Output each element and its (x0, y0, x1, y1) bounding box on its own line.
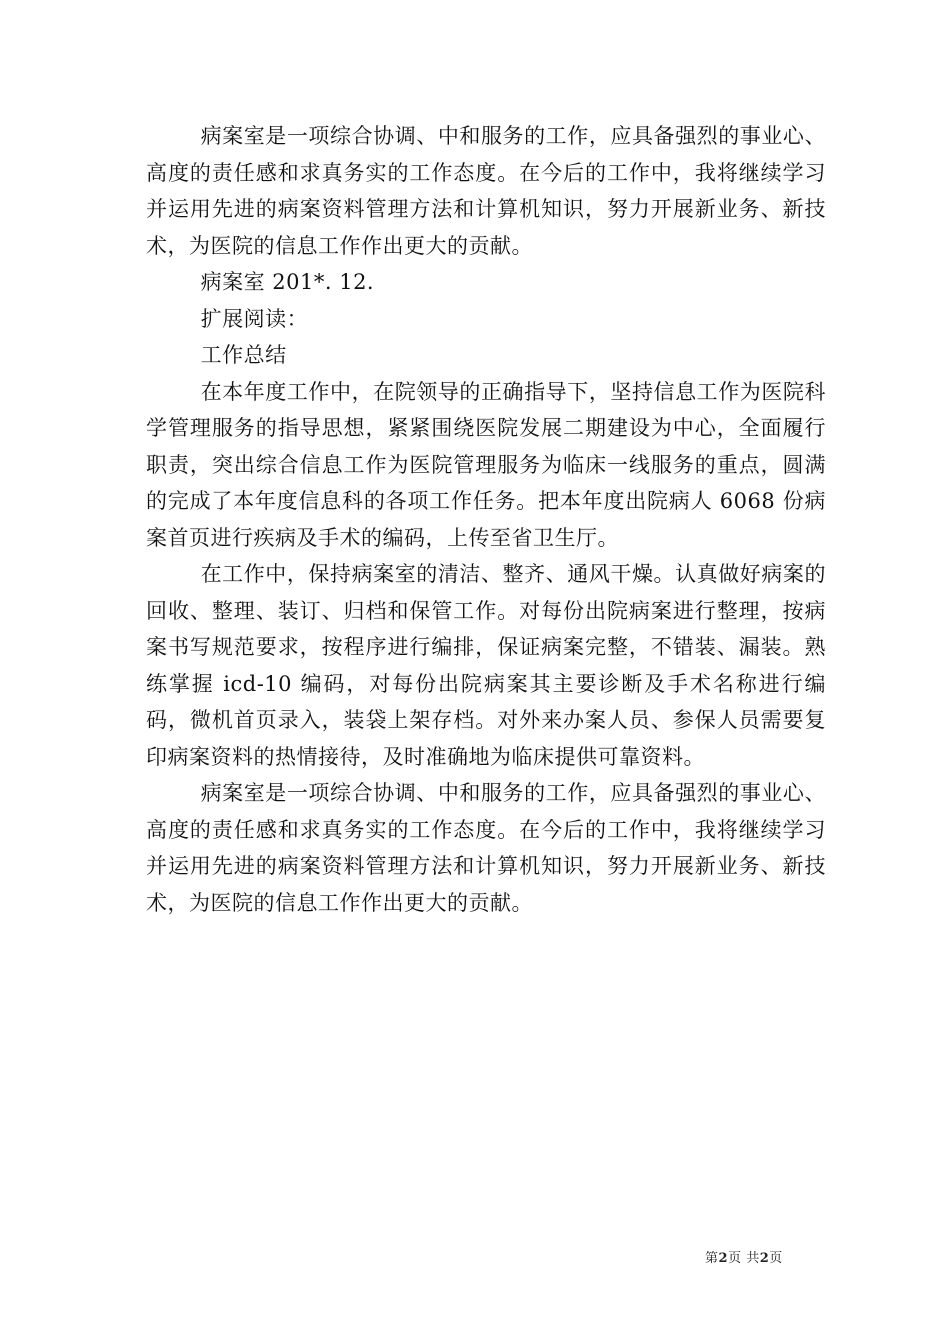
footer-total-pages: 2 (759, 1251, 770, 1266)
footer-suffix: 页 (769, 1251, 783, 1266)
paragraph-signature: 病案室 201*. 12. (200, 270, 375, 294)
paragraph-annual-work: 在本年度工作中，在院领导的正确指导下，坚持信息工作为医院科学管理服务的指导思想，紧紧围绕医院发展二期建设为中心，全面履行职责，突出综合信息工作为医院管理服务为临床一线服务的重点，圆满的完成了本年度信息科的各项工作任务。把本年度出院病人 6068 份病案首页进行疾病及手术的编码，上传至省卫生厅。 (146, 379, 826, 550)
document-body (146, 118, 826, 921)
paragraph-conclusion-2: 病案室是一项综合协调、中和服务的工作，应具备强烈的事业心、高度的责任感和求真务实的工作态度。在今后的工作中，我将继续学习并运用先进的病案资料管理方法和计算机知识，努力开展新业务、新技术，为医院的信息工作作出更大的贡献。 (146, 781, 826, 915)
paragraph-conclusion-1: 病案室是一项综合协调、中和服务的工作，应具备强烈的事业心、高度的责任感和求真务实的工作态度。在今后的工作中，我将继续学习并运用先进的病案资料管理方法和计算机知识，努力开展新业务、新技术，为医院的信息工作作出更大的贡献。 (146, 124, 826, 258)
footer-middle: 页 共 (728, 1251, 760, 1266)
paragraph-record-room-work: 在工作中，保持病案室的清洁、整齐、通风干燥。认真做好病案的回收、整理、装订、归档和保管工作。对每份出院病案进行整理，按病案书写规范要求，按程序进行编排，保证病案完整，不错装、漏装。熟练掌握 icd-10 编码，对每份出院病案其主要诊断及手术名称进行编码，微机首页录入，装袋上架存档。对外来办案人员、参保人员需要复印病案资料的热情接待，及时准确地为临床提供可靠资料。 (146, 562, 826, 769)
paragraph-extended-reading: 扩展阅读： (200, 306, 309, 331)
paragraph-section-title: 工作总结 (200, 343, 287, 367)
footer-prefix: 第 (705, 1251, 719, 1266)
page-footer (705, 1247, 783, 1266)
footer-current-page: 2 (718, 1251, 729, 1266)
